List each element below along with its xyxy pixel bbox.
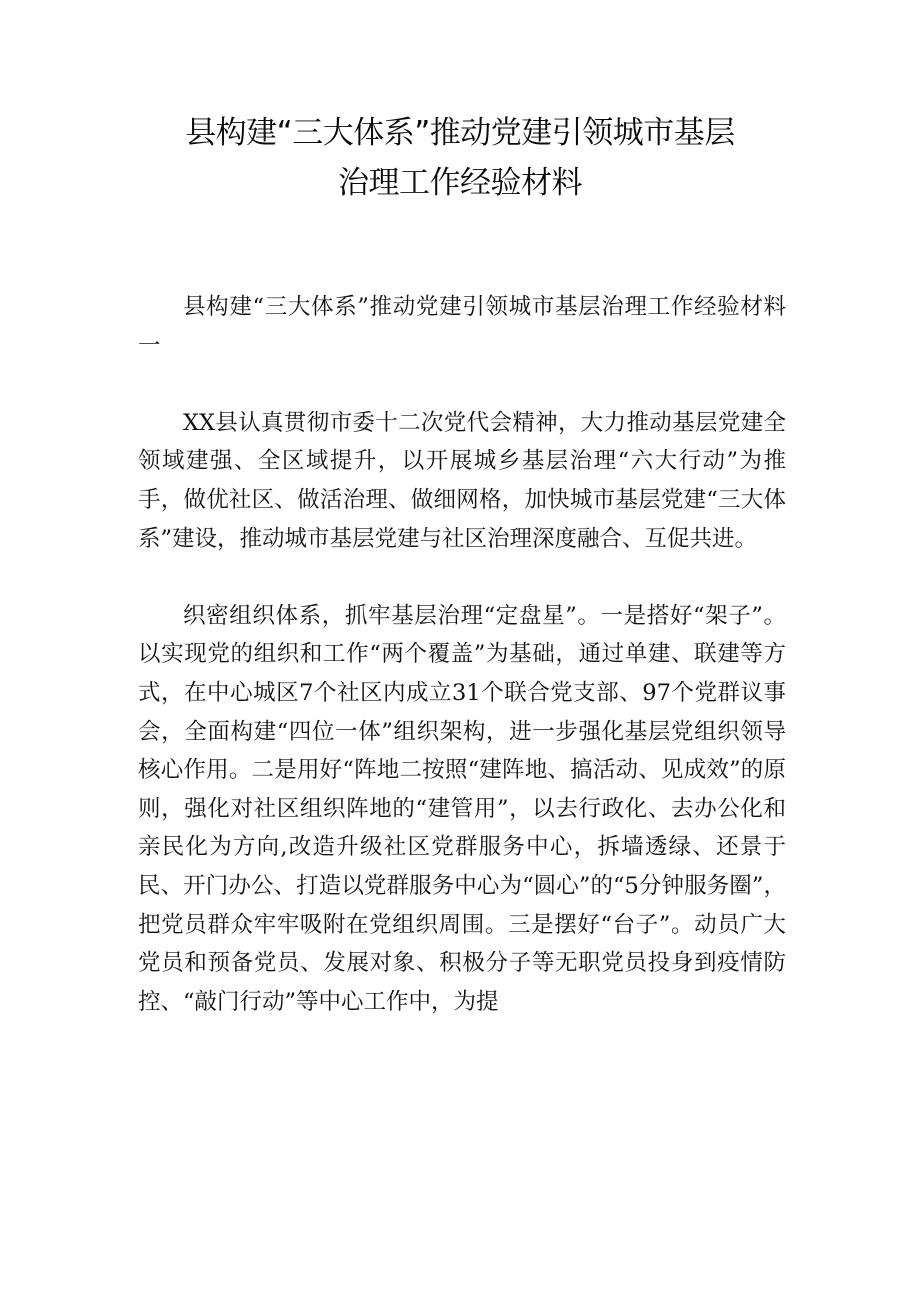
document-body <box>138 288 786 1021</box>
document-title <box>120 108 800 208</box>
title-line-2: 治理工作经验材料 <box>338 165 582 201</box>
paragraph-organization-system: 织密组织体系，抓牢基层治理“定盘星”。一是搭好“架子”。以实现党的组织和工作“两个覆盖”为基础，通过单建、联建等方式，在中心城区7个社区内成立31个联合党支部、97个党群议事会，全面构建“四位一体”组织架构，进一步强化基层党组织领导核心作用。二是用好“阵地二按照“建阵地、搞活动、见成效”的原则，强化对社区组织阵地的“建管用”，以去行政化、去办公化和亲民化为方向,改造升级社区党群服务中心，拆墙透绿、还景于民、开门办公、打造以党群服务中心为“圆心”的“5分钟服务圈”，把党员群众牢牢吸附在党组织周围。三是摆好“台子”。动员广大党员和预备党员、发展对象、积极分子等无职党员投身到疫情防控、“敲门行动”等中心工作中，为提 <box>138 602 786 1015</box>
title-line-1: 县构建“三大体系”推动党建引领城市基层 <box>185 115 735 151</box>
paragraph-intro: XX县认真贯彻市委十二次党代会精神，大力推动基层党建全领域建强、全区域提升，以开展城乡基层治理“六大行动”为推手，做优社区、做活治理、做细网格，加快城市基层党建“三大体系”建设，推动城市基层党建与社区治理深度融合、互促共进。 <box>138 409 786 552</box>
paragraph-subtitle: 县构建“三大体系”推动党建引领城市基层治理工作经验材料一 <box>138 294 786 359</box>
